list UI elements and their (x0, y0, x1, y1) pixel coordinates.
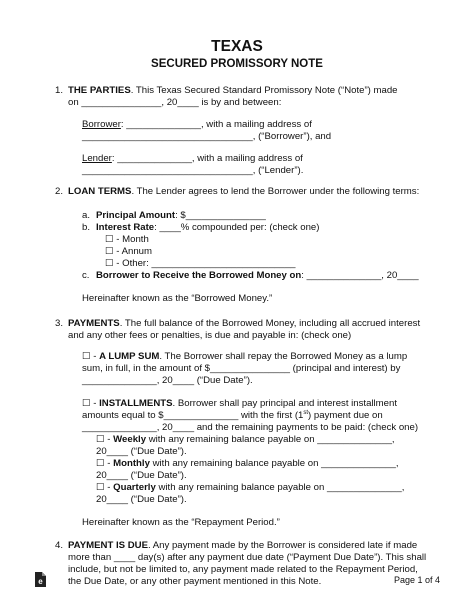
section-2-line-1 (68, 186, 419, 198)
weekly-line-1 (96, 434, 395, 446)
section-4-line-1 (68, 540, 417, 552)
receive-label: Borrower to Receive the Borrowed Money on (96, 270, 302, 281)
installments-due-text: ) payment due on (308, 410, 383, 421)
monthly-line-1 (96, 458, 398, 470)
principal-blank: : $_______________ (175, 210, 266, 221)
section-2-number: 2. (55, 186, 64, 197)
document-logo-icon (33, 571, 47, 588)
monthly-line-2: 20____ (“Due Date”). (96, 470, 187, 481)
quarterly-label: Quarterly (113, 482, 156, 493)
repayment-period-definition: Hereinafter known as the “Repayment Period.” (82, 517, 280, 528)
installments-line-2 (82, 410, 383, 422)
borrowed-money-definition: Hereinafter known as the “Borrowed Money.” (82, 293, 273, 304)
lump-sum-line-1 (82, 351, 407, 363)
principal-label: Principal Amount (96, 210, 176, 221)
borrower-address-text: : ______________, with a mailing address of (120, 119, 312, 130)
page-number: Page 1 of 4 (393, 575, 440, 585)
section-3-line-2: and any other fees or penalties, is due and payable in: (check one) (68, 330, 352, 341)
installments-line-3: ______________, 20____ and the remaining payments to be paid: (check one) (82, 422, 419, 433)
section-1-line-1 (68, 85, 398, 97)
svg-text:e: e (38, 577, 43, 586)
monthly-label: Monthly (113, 458, 150, 469)
section-3-heading: PAYMENTS (68, 318, 120, 329)
weekly-text: with any remaining balance payable on ______________, (146, 434, 395, 445)
item-c-receive (96, 270, 419, 282)
section-1-line-1-text: . This Texas Secured Standard Promissory Note (“Note”) made (130, 85, 398, 96)
item-b-interest (96, 222, 319, 234)
checkbox-month[interactable]: ☐ - Month (105, 234, 149, 245)
installments-checkbox[interactable]: ☐ - (82, 398, 100, 409)
installments-label: INSTALLMENTS (99, 398, 173, 409)
section-4-number: 4. (55, 540, 64, 551)
installments-line-1 (82, 398, 397, 410)
installments-text: . Borrower shall pay principal and interest installment (172, 398, 398, 409)
document-title: TEXAS (211, 38, 263, 55)
section-1-line-2: on _______________, 20____ is by and between: (68, 97, 282, 108)
section-4-line-4: the Due Date, or any other payment mentioned in this Note. (68, 576, 322, 587)
lender-line-1 (82, 153, 303, 165)
section-3-line-1 (68, 318, 420, 330)
section-2-heading: LOAN TERMS (68, 186, 132, 197)
installments-amount-text: amounts equal to $______________ with the first (1 (82, 410, 304, 421)
section-4-line-3: include, but not be limited to, any payment made related to the Repayment Period, (68, 564, 418, 575)
document-subtitle: SECURED PROMISSORY NOTE (151, 58, 323, 70)
item-a-principal (96, 210, 266, 222)
lump-sum-line-3: ______________, 20____ (“Due Date”). (82, 375, 253, 386)
quarterly-line-2: 20____ (“Due Date”). (96, 494, 187, 505)
section-3-number: 3. (55, 318, 64, 329)
quarterly-checkbox[interactable]: ☐ - (96, 482, 114, 493)
checkbox-other[interactable]: ☐ - Other: ___________________________ (105, 258, 296, 269)
lender-label: Lender (82, 153, 112, 164)
item-b-marker: b. (82, 222, 91, 233)
interest-blank: : ____% compounded per: (check one) (154, 222, 320, 233)
receive-blank: : ______________, 20____ (301, 270, 419, 281)
section-1-heading: THE PARTIES (68, 85, 131, 96)
section-2-intro: . The Lender agrees to lend the Borrower under the following terms: (131, 186, 420, 197)
lump-sum-text: . The Borrower shall repay the Borrowed Money as a lump (159, 351, 408, 362)
weekly-checkbox[interactable]: ☐ - (96, 434, 114, 445)
interest-label: Interest Rate (96, 222, 155, 233)
first-superscript: st (303, 410, 309, 416)
checkbox-annum[interactable]: ☐ - Annum (105, 246, 152, 257)
borrower-line-1 (82, 119, 312, 131)
lender-address-text: : ______________, with a mailing address of (111, 153, 303, 164)
item-c-marker: c. (82, 270, 90, 281)
monthly-checkbox[interactable]: ☐ - (96, 458, 114, 469)
lump-sum-line-2: sum, in full, in the amount of $_______________ (principal and interest) by (82, 363, 401, 374)
section-3-line-1-text: . The full balance of the Borrowed Money, including all accrued interest (119, 318, 421, 329)
section-4-heading: PAYMENT IS DUE (68, 540, 148, 551)
lump-sum-label: A LUMP SUM (99, 351, 160, 362)
weekly-label: Weekly (113, 434, 147, 445)
borrower-label: Borrower (82, 119, 121, 130)
quarterly-line-1 (96, 482, 404, 494)
weekly-line-2: 20____ (“Due Date”). (96, 446, 187, 457)
lender-line-2: ________________________________, (“Lender”). (82, 165, 304, 176)
monthly-text: with any remaining balance payable on ______________, (149, 458, 399, 469)
lump-sum-checkbox[interactable]: ☐ - (82, 351, 100, 362)
section-1-number: 1. (55, 85, 64, 96)
section-4-line-2: more than ____ day(s) after any payment due date (“Payment Due Date”). This shall (68, 552, 427, 563)
borrower-line-2: ________________________________, (“Borrower”), and (82, 131, 332, 142)
section-4-line-1-text: . Any payment made by the Borrower is considered late if made (147, 540, 418, 551)
item-a-marker: a. (82, 210, 91, 221)
quarterly-text: with any remaining balance payable on ______________, (155, 482, 405, 493)
